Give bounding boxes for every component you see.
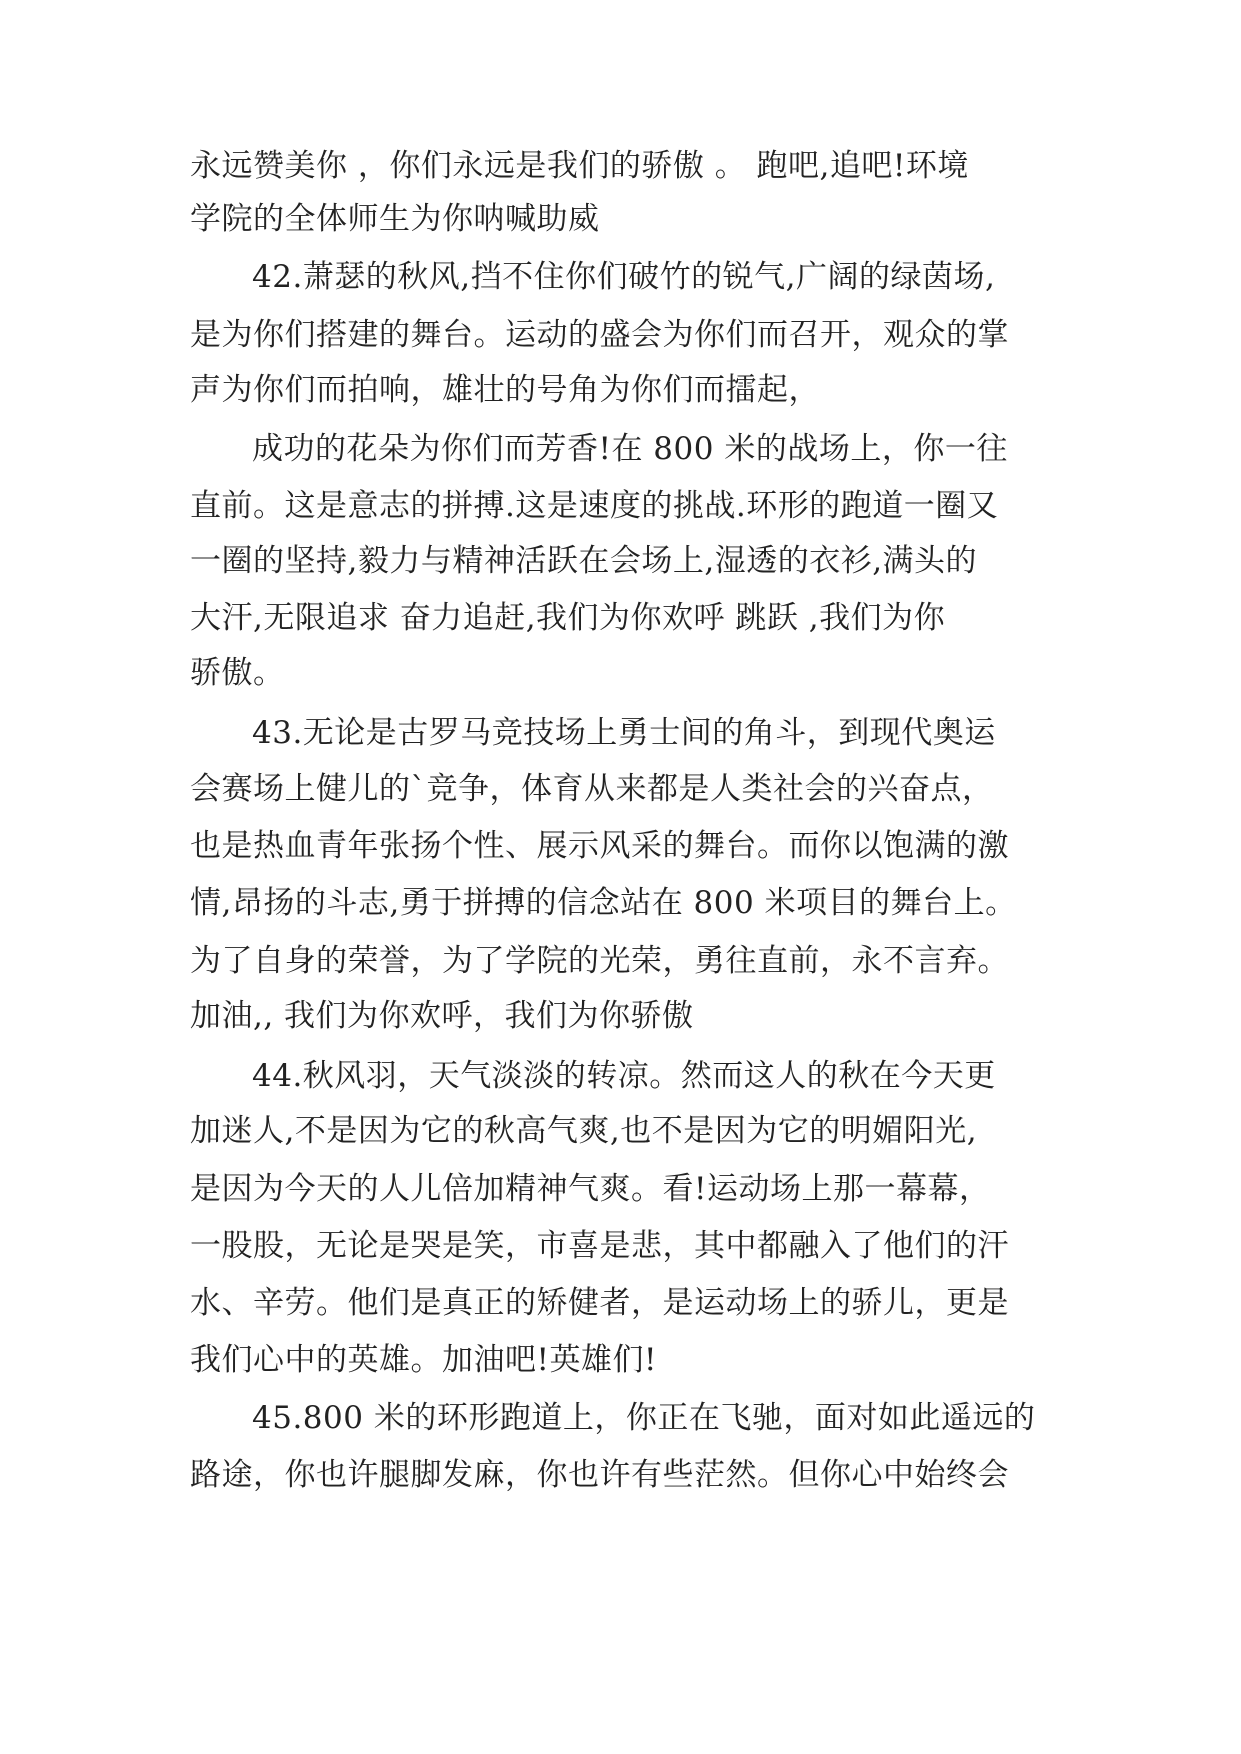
text-line: 一圈的坚持,毅力与精神活跃在会场上,湿透的衣衫,满头的: [190, 543, 978, 579]
text-line: 是因为今天的人儿倍加精神气爽。看!运动场上那一幕幕，: [190, 1171, 991, 1207]
paragraph-42-start: 42.萧瑟的秋风,挡不住你们破竹的锐气,广阔的绿茵场,: [252, 259, 996, 295]
text-line: 我们心中的英雄。加油吧!英雄们!: [190, 1342, 657, 1378]
paragraph-45-start: 45.800 米的环形跑道上，你正在飞驰，面对如此遥远的: [252, 1400, 1036, 1436]
text-line: 学院的全体师生为你呐喊助威: [190, 201, 600, 237]
text-line: 大汗,无限追求 奋力追赶,我们为你欢呼 跳跃 ,我们为你: [190, 600, 946, 636]
text-line: 直前。这是意志的拼搏.这是速度的挑战.环形的跑道一圈又: [190, 488, 999, 524]
text-line: 永远赞美你 ，你们永远是我们的骄傲 。 跑吧,追吧!环境: [190, 148, 969, 184]
text-line: 是为你们搭建的舞台。运动的盛会为你们而召开，观众的掌: [190, 317, 1009, 353]
paragraph-start: 成功的花朵为你们而芳香!在 800 米的战场上，你一往: [252, 431, 1008, 467]
text-line: 会赛场上健儿的`竞争，体育从来都是人类社会的兴奋点，: [190, 771, 994, 807]
paragraph-44-start: 44.秋风羽，天气淡淡的转凉。然而这人的秋在今天更: [252, 1058, 996, 1094]
text-line: 骄傲。: [190, 655, 285, 691]
text-line: 情,昂扬的斗志,勇于拼搏的信念站在 800 米项目的舞台上。: [190, 885, 1017, 921]
text-line: 加迷人,不是因为它的秋高气爽,也不是因为它的明媚阳光,: [190, 1113, 978, 1149]
text-line: 路途，你也许腿脚发麻，你也许有些茫然。但你心中始终会: [190, 1457, 1009, 1493]
text-line: 水、辛劳。他们是真正的矫健者，是运动场上的骄儿，更是: [190, 1285, 1009, 1321]
paragraph-43-start: 43.无论是古罗马竞技场上勇士间的角斗，到现代奥运: [252, 715, 996, 751]
text-line: 为了自身的荣誉，为了学院的光荣，勇往直前，永不言弃。: [190, 943, 1009, 979]
text-line: 也是热血青年张扬个性、展示风采的舞台。而你以饱满的激: [190, 828, 1009, 864]
text-line: 声为你们而拍响，雄壮的号角为你们而擂起，: [190, 372, 820, 408]
text-line: 一股股，无论是哭是笑，市喜是悲，其中都融入了他们的汗: [190, 1228, 1009, 1264]
text-line: 加油,, 我们为你欢呼，我们为你骄傲: [190, 998, 694, 1034]
